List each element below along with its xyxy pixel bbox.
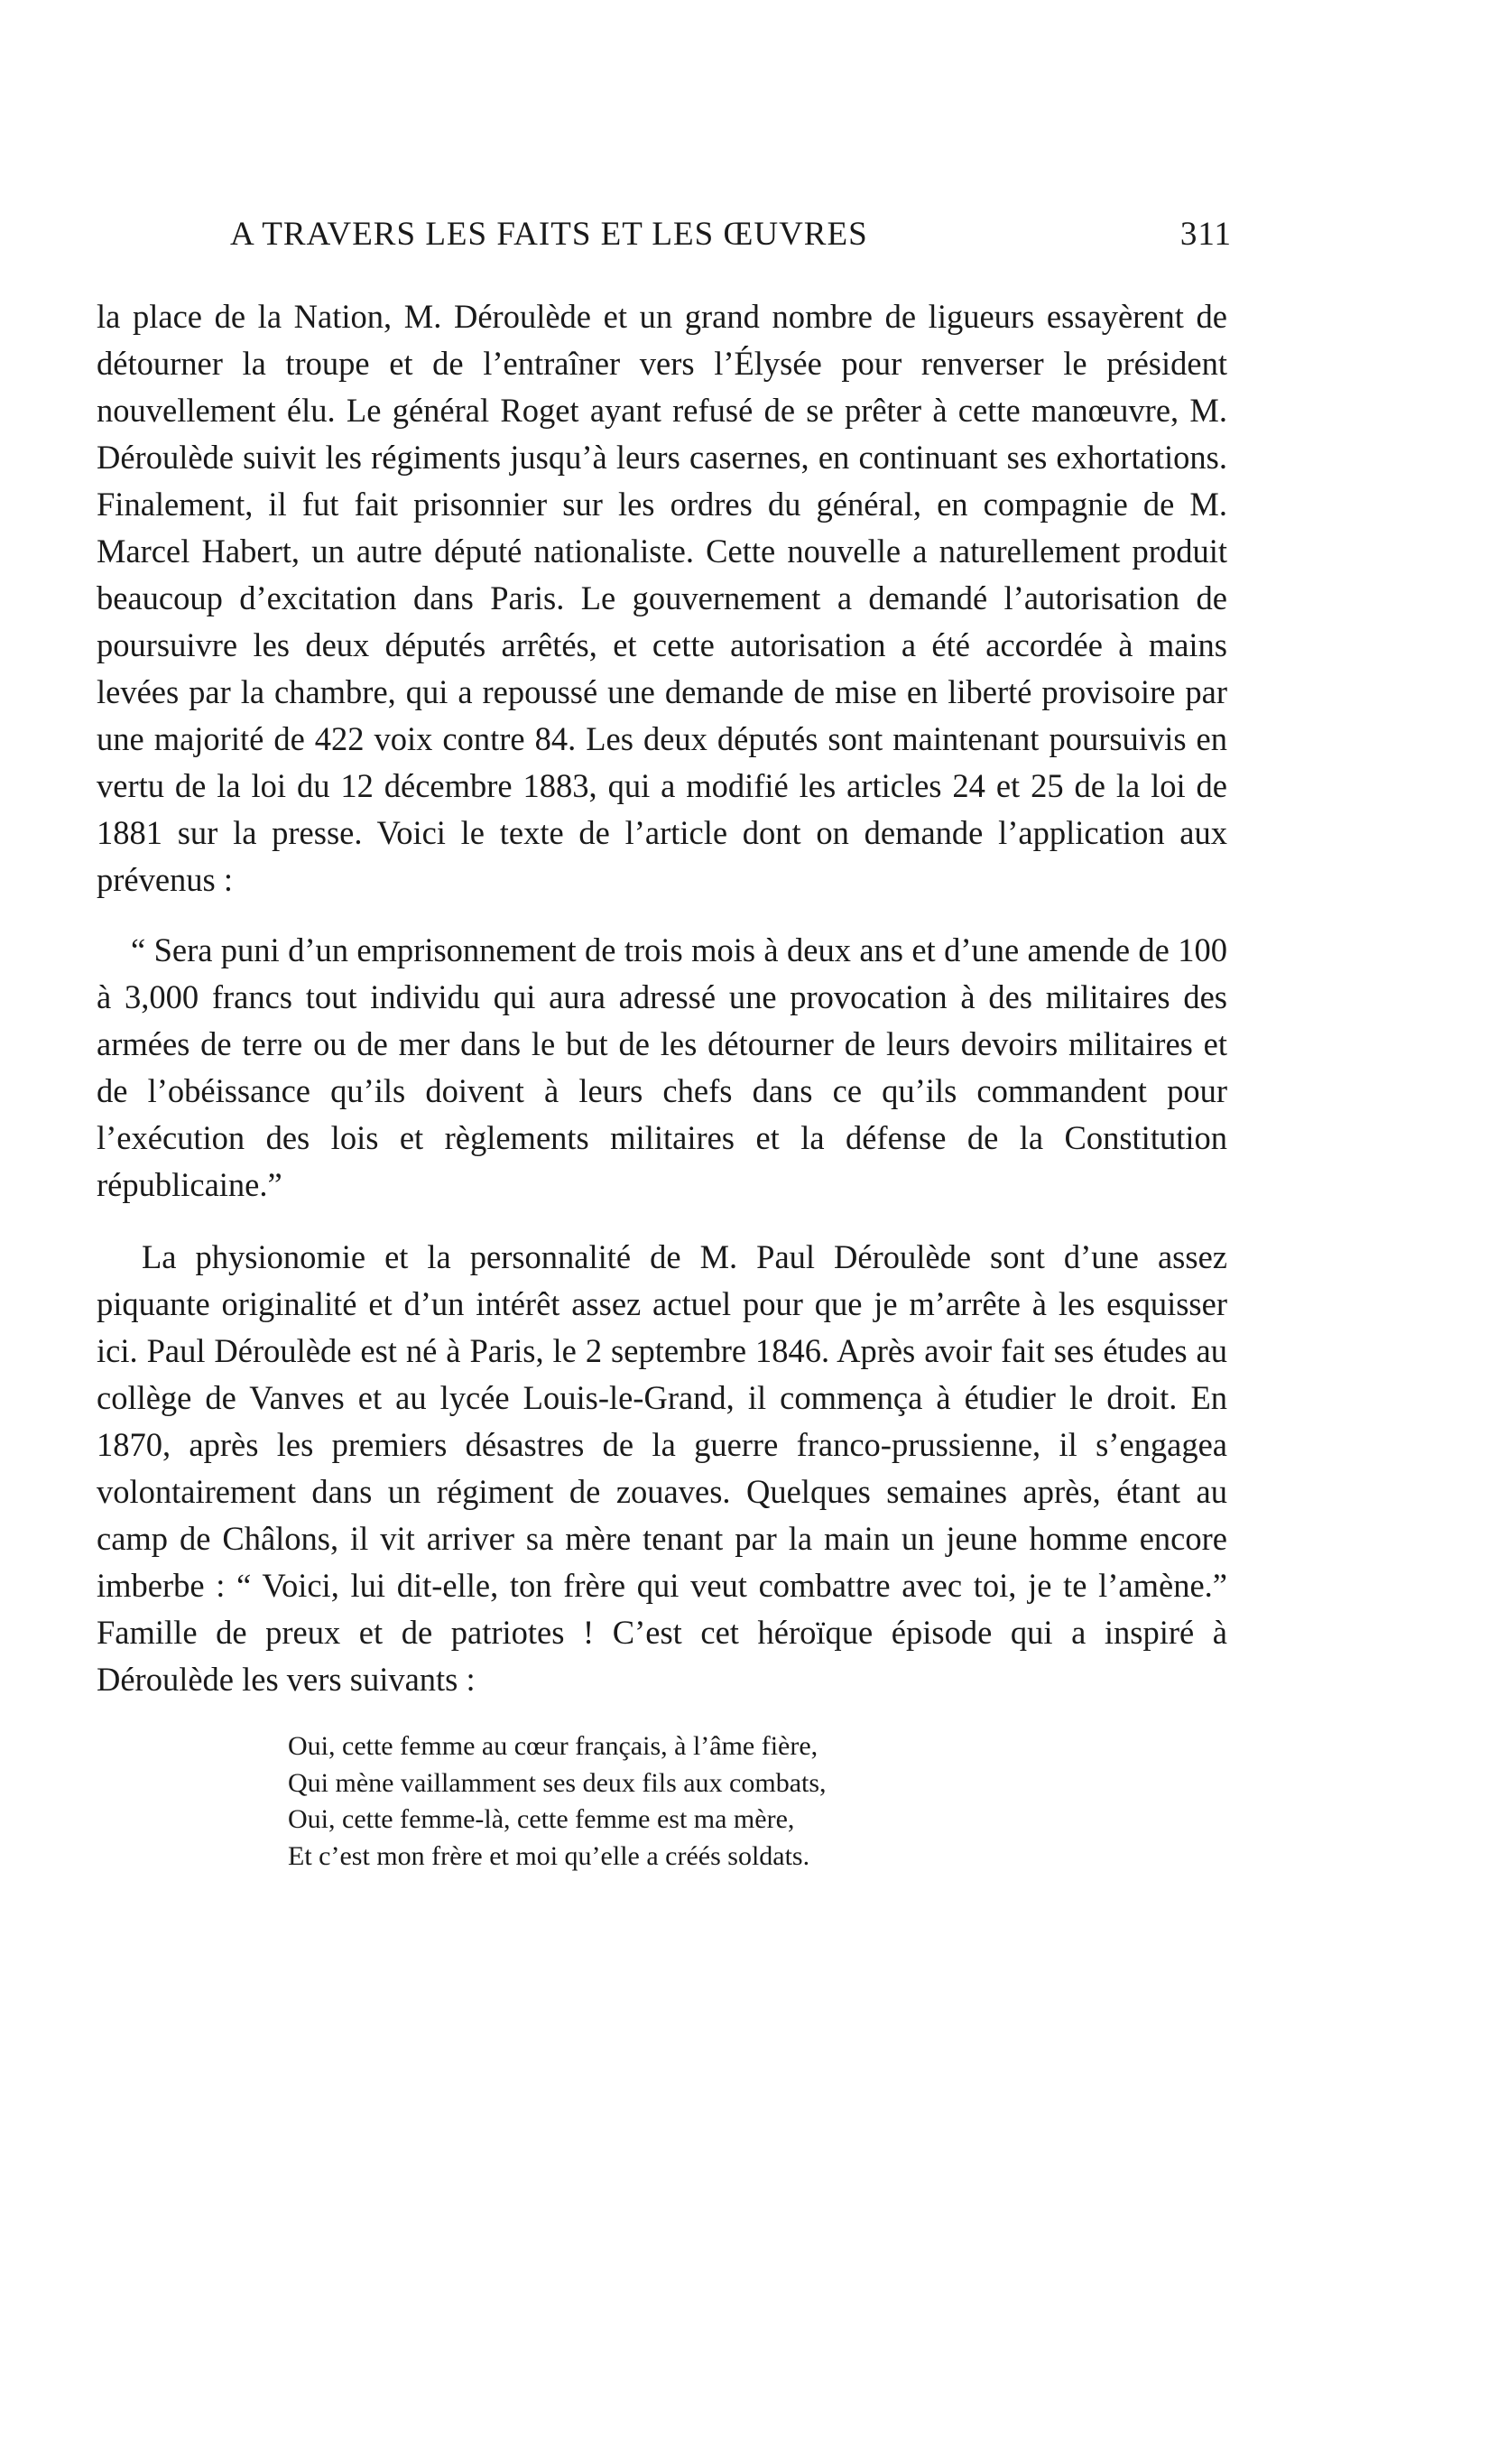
legal-quotation: “ Sera puni d’un emprisonnement de trois mois à deux ans et d’une amende de 100 à 3,000 francs tout individu qui aura adressé une provocation à des militaires des armées de terre ou de mer dans le but de les détourner de leurs devoirs militaires et de l’obéissance qu’ils doivent à leurs chefs dans ce qu’ils commandent pour l’exécution des lois et règlements militaires et la défense de la Constitution républicaine.” (97, 931, 1227, 1203)
main-text (97, 293, 1227, 1875)
poem-verse: Qui mène vaillamment ses deux fils aux combats, (288, 1767, 827, 1798)
running-head (230, 215, 1232, 269)
running-title: A TRAVERS LES FAITS ET LES ŒUVRES (230, 216, 868, 253)
page-number: 311 (1179, 216, 1232, 253)
poem-verse: Oui, cette femme au cœur français, à l’âme fière, (288, 1731, 818, 1761)
poem-verse: Oui, cette femme-là, cette femme est ma mère, (288, 1804, 795, 1834)
paragraph-continued: la place de la Nation, M. Déroulède et un grand nombre de ligueurs essayèrent de détourner la troupe et de l’entraîner vers l’Élysée pour renverser le président nouvellement élu. Le général Roget ayant refusé de se prêter à cette manœuvre, M. Déroulède suivit les régiments jusqu’à leurs casernes, en continuant ses exhortations. Finalement, il fut fait prisonnier sur les ordres du général, en compagnie de M. Marcel Habert, un autre député nationaliste. Cette nouvelle a naturellement produit beaucoup d’excitation dans Paris. Le gouvernement a demandé l’autorisation de poursuivre les deux députés arrêtés, et cette autorisation a été accordée à mains levées par la chambre, qui a repoussé une demande de mise en liberté provisoire par une majorité de 422 voix contre 84. Les deux députés sont maintenant poursuivis en vertu de la loi du 12 décembre 1883, qui a modifié les articles 24 et 25 de la loi de 1881 sur la presse. Voici le texte de l’article dont on demande l’application aux prévenus : (97, 298, 1227, 898)
poem-stanza (288, 1728, 1227, 1875)
paragraph-biography: La physionomie et la personnalité de M. Paul Déroulède sont d’une assez piquante originalité et d’un intérêt assez actuel pour que je m’arrête à les esquisser ici. Paul Déroulède est né à Paris, le 2 septembre 1846. Après avoir fait ses études au collège de Vanves et au lycée Louis-le-Grand, il commença à étudier le droit. En 1870, après les premiers désastres de la guerre franco-prussienne, il s’engagea volontairement dans un régiment de zouaves. Quelques semaines après, étant au camp de Châlons, il vit arriver sa mère tenant par la main un jeune homme encore imberbe : “ Voici, lui dit-elle, ton frère qui veut combattre avec toi, je te l’amène.” Famille de preux et de patriotes ! C’est cet héroïque épisode qui a inspiré à Déroulède les vers suivants : (97, 1238, 1227, 1698)
poem-verse: Et c’est mon frère et moi qu’elle a créés soldats. (288, 1840, 810, 1871)
